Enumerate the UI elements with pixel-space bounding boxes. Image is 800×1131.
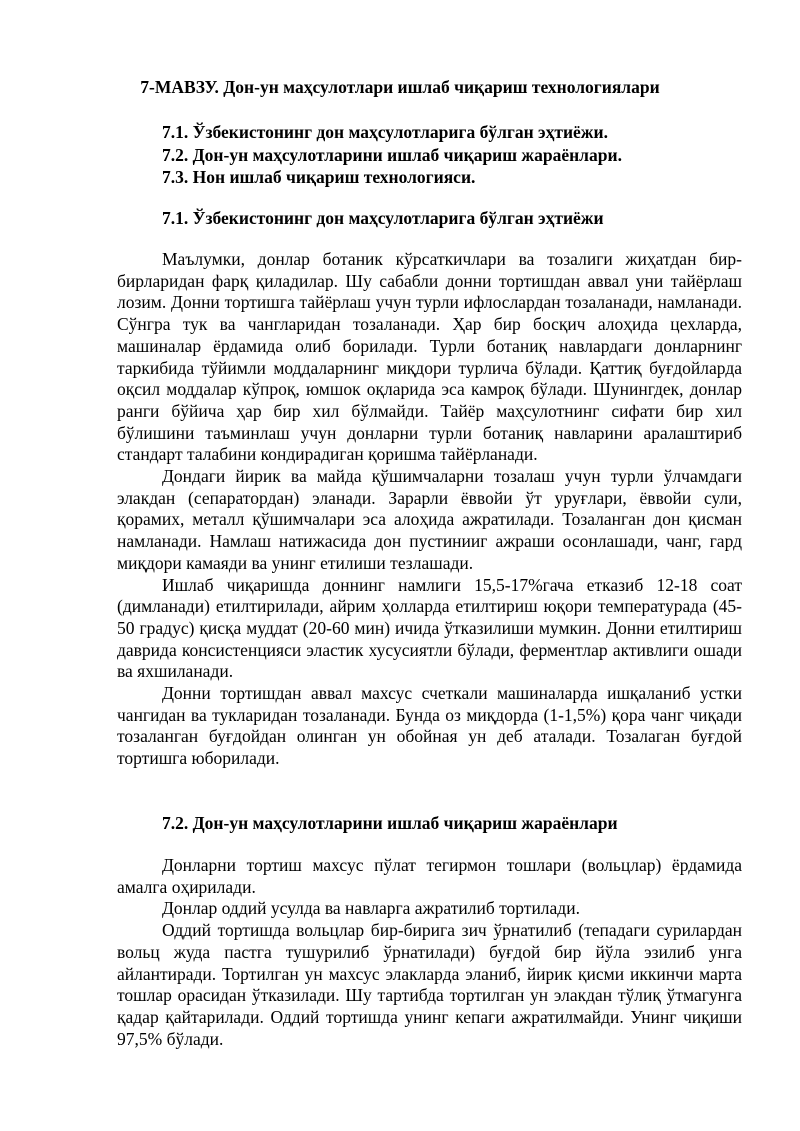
paragraph: Ишлаб чиқаришда доннинг намлиги 15,5-17%гача етказиб 12-18 соат (димланади) етилтирилади, айрим ҳолларда етилтириш юқори температурада (45-50 градус) қисқа муддат (20-60 мин) ичида ўтказилиши мумкин. Донни етилтириш даврида консистенцияси эластик хусусиятли бўлади, ферментлар активлиги ошади ва яхшиланади.: [117, 574, 742, 682]
paragraph: Маълумки, донлар ботаник кўрсаткичлари ва тозалиги жиҳатдан бир-бирларидан фарқ қиладилар. Шу сабабли донни тортишдан аввал уни тайёрлаш лозим. Донни тортишга тайёрлаш учун турли ифлослардан тозаланади, намланади. Сўнгра тук ва чангларидан тозаланади. Ҳар бир босқич алоҳида цехларда, машиналар ёрдамида олиб борилади. Турли ботаниқ навлардаги донларнинг таркибида тўйимли моддаларнинг миқдори турлича бўлади. Қаттиқ буғдойларда оқсил моддалар кўпроқ, юмшок оқларида эса камроқ бўлади. Шунингдек, донлар ранги бўйича ҳар бир хил бўлмайди. Тайёр маҳсулотнинг сифати бир хил бўлишини таъминлаш учун донларни турли ботаниқ навларини аралаштириб стандарт талабини кондирадиган қоришма тайёрланади.: [117, 249, 742, 465]
toc-item: 7.3. Нон ишлаб чиқариш технологияси.: [162, 167, 476, 187]
paragraph: Донни тортишдан аввал махсус счеткали машиналарда ишқаланиб устки чангидан ва тукларидан тозаланади. Бунда оз миқдорда (1-1,5%) қора чанг чиқади тозаланган буғдойдан олинган ун обойная ун деб аталади. Тозалаган буғдой тортишга юборилади.: [117, 683, 742, 769]
page-title: 7-МАВЗУ. Дон-ун маҳсулотлари ишлаб чиқариш технологиялари: [140, 77, 660, 97]
section-heading: 7.1. Ўзбекистонинг дон маҳсулотларига бўлган эҳтиёжи: [162, 208, 604, 228]
paragraph: Дондаги йирик ва майда қўшимчаларни тозалаш учун турли ўлчамдаги элакдан (сепаратордан) эланади. Зарарли ёввойи ўт уруғлари, ёввойи сули, қорамих, металл қўшимчалари эса алоҳида ажратилади. Тозаланган дон қисман намланади. Намлаш натижасида дон пустинииг ажраши осонлашади, чанг, гард миқдори камаяди ва унинг етилиши тезлашади.: [117, 466, 742, 573]
paragraph: Оддий тортишда вольцлар бир-бирига зич ўрнатилиб (тепадаги сурилардан вольц жуда пастга тушурилиб ўрнатилади) буғдой бир йўла эзилиб унга айлантиради. Тортилган ун махсус элакларда эланиб, йирик қисми иккинчи марта тошлар орасидан ўтказилади. Шу тартибда тортилган ун элакдан тўлиқ ўтмагунга қадар қайтарилади. Оддий тортишда унинг кепаги ажратилмайди. Унинг чиқиши 97,5% бўлади.: [117, 920, 742, 1049]
toc-item: 7.2. Дон-ун маҳсулотларини ишлаб чиқариш жараёнлари.: [162, 144, 622, 165]
table-of-contents: [162, 121, 622, 189]
section-body: [117, 249, 742, 770]
paragraph: Донларни тортиш махсус пўлат тегирмон тошлари (вольцлар) ёрдамида амалга оҳирилади.: [117, 855, 742, 897]
paragraph: Донлар оддий усулда ва навларга ажратилиб тортилади.: [162, 898, 580, 919]
section-body: [117, 855, 742, 1050]
section-heading: 7.2. Дон-ун маҳсулотларини ишлаб чиқариш жараёнлари: [162, 813, 618, 833]
toc-item: 7.1. Ўзбекистонинг дон маҳсулотларига бўлган эҳтиёжи.: [162, 122, 608, 142]
